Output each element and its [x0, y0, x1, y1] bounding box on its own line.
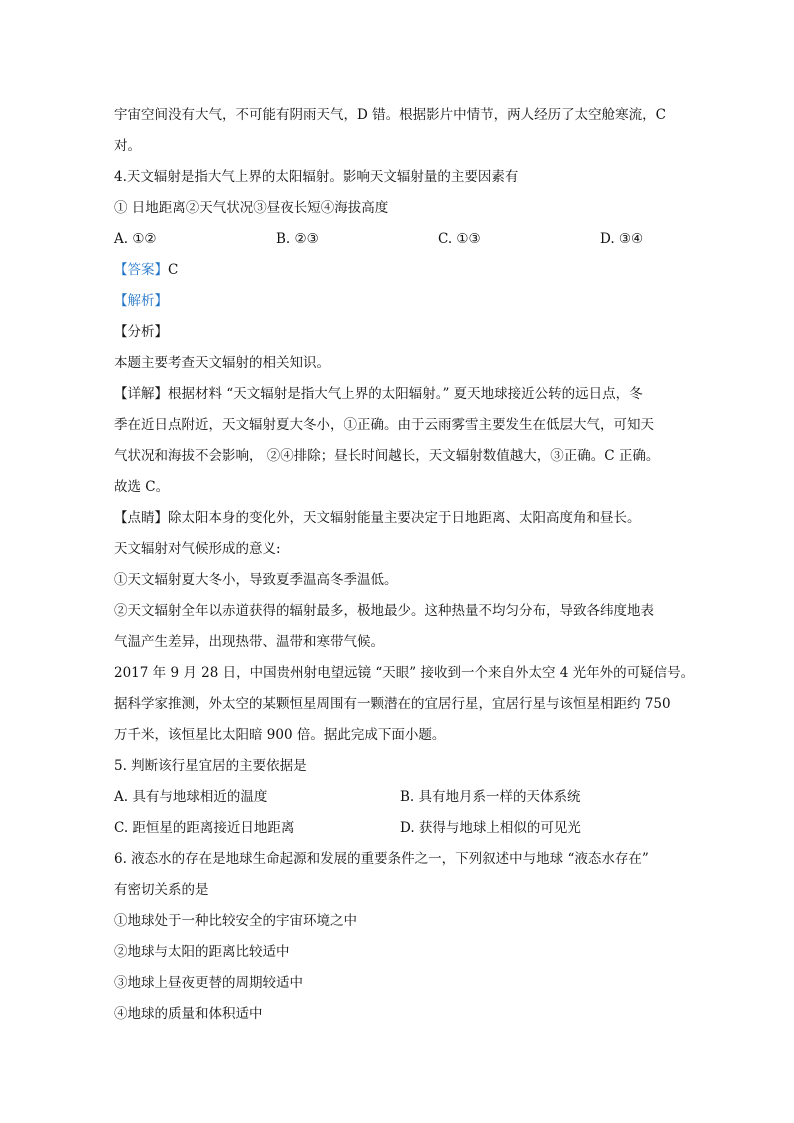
- answer-tag: 【答案】: [114, 262, 168, 278]
- question-6-item: ①地球处于一种比较安全的宇宙环境之中: [114, 913, 357, 929]
- material-line: 2017 年 9 月 28 日，中国贵州射电望远镜 “天眼” 接收到一个来自外太空 4 光年外的可疑信号。: [114, 665, 695, 681]
- question-5-stem: 5. 判断该行星宜居的主要依据是: [114, 758, 307, 774]
- option-a: A. ①②: [114, 231, 157, 247]
- option-a: A. 具有与地球相近的温度: [114, 789, 268, 805]
- question-4-stem: 4.天文辐射是指大气上界的太阳辐射。影响天文辐射量的主要因素有: [114, 169, 519, 185]
- detail-line: 季在近日点附近，天文辐射夏大冬小，①正确。由于云雨雾雪主要发生在低层大气，可知天: [114, 417, 654, 433]
- answer-value: C: [168, 262, 179, 278]
- document-page: [114, 100, 695, 1030]
- question-5-options-row-1: [114, 782, 686, 813]
- option-b: B. 具有地月系一样的天体系统: [400, 789, 581, 805]
- analysis-tag: 【解析】: [114, 293, 168, 309]
- question-6-item: ④地球的质量和体积适中: [114, 1006, 263, 1022]
- material-line: 万千米，该恒星比太阳暗 900 倍。据此完成下面小题。: [114, 727, 446, 743]
- option-d: D. 获得与地球上相似的可见光: [400, 820, 581, 836]
- question-6-stem: 有密切关系的是: [114, 882, 209, 898]
- question-4-items: ① 日地距离②天气状况③昼夜长短④海拔高度: [114, 200, 389, 216]
- detail-line: 故选 C。: [114, 479, 170, 495]
- question-6-item: ②地球与太阳的距离比较适中: [114, 944, 290, 960]
- extra-line: 天文辐射对气候形成的意义:: [114, 541, 281, 557]
- option-d: D. ③④: [600, 231, 644, 247]
- question-6-stem: 6. 液态水的存在是地球生命起源和发展的重要条件之一，下列叙述中与地球 “液态水存在”: [114, 851, 649, 867]
- question-4-options: [114, 224, 686, 255]
- fenxi-text: 本题主要考查天文辐射的相关知识。: [114, 355, 330, 371]
- material-line: 据科学家推测，外太空的某颗恒星周围有一颗潜在的宜居行星，宜居行星与该恒星相距约 750: [114, 696, 671, 712]
- question-5-options-row-2: [114, 813, 686, 844]
- extra-line: ①天文辐射夏大冬小，导致夏季温高冬季温低。: [114, 572, 398, 588]
- answer-line: [114, 255, 686, 286]
- option-c: C. ①③: [438, 231, 481, 247]
- fenxi-tag: 【分析】: [114, 324, 168, 340]
- detail-tag: 【详解】: [114, 386, 168, 402]
- text-line: 对。: [114, 138, 141, 154]
- detail-line: 气状况和海拔不会影响， ②④排除；昼长时间越长，天文辐射数值越大，③正确。C 正确。: [114, 448, 660, 464]
- option-c: C. 距恒星的距离接近日地距离: [114, 820, 295, 836]
- dianjing-tag: 【点睛】: [114, 510, 168, 526]
- text-line: 宇宙空间没有大气，不可能有阴雨天气，D 错。根据影片中情节，两人经历了太空舱寒流，C: [114, 107, 666, 123]
- extra-line: 气温产生差异，出现热带、温带和寒带气候。: [114, 634, 384, 650]
- extra-line: ②天文辐射全年以赤道获得的辐射最多，极地最少。这种热量不均匀分布，导致各纬度地表: [114, 603, 654, 619]
- question-6-item: ③地球上昼夜更替的周期较适中: [114, 975, 303, 991]
- option-b: B. ②③: [276, 231, 319, 247]
- detail-line: 【详解】根据材料 “天文辐射是指大气上界的太阳辐射。” 夏天地球接近公转的远日点，冬: [114, 386, 643, 402]
- dianjing-line: 【点睛】除太阳本身的变化外，天文辐射能量主要决定于日地距离、太阳高度角和昼长。: [114, 510, 641, 526]
